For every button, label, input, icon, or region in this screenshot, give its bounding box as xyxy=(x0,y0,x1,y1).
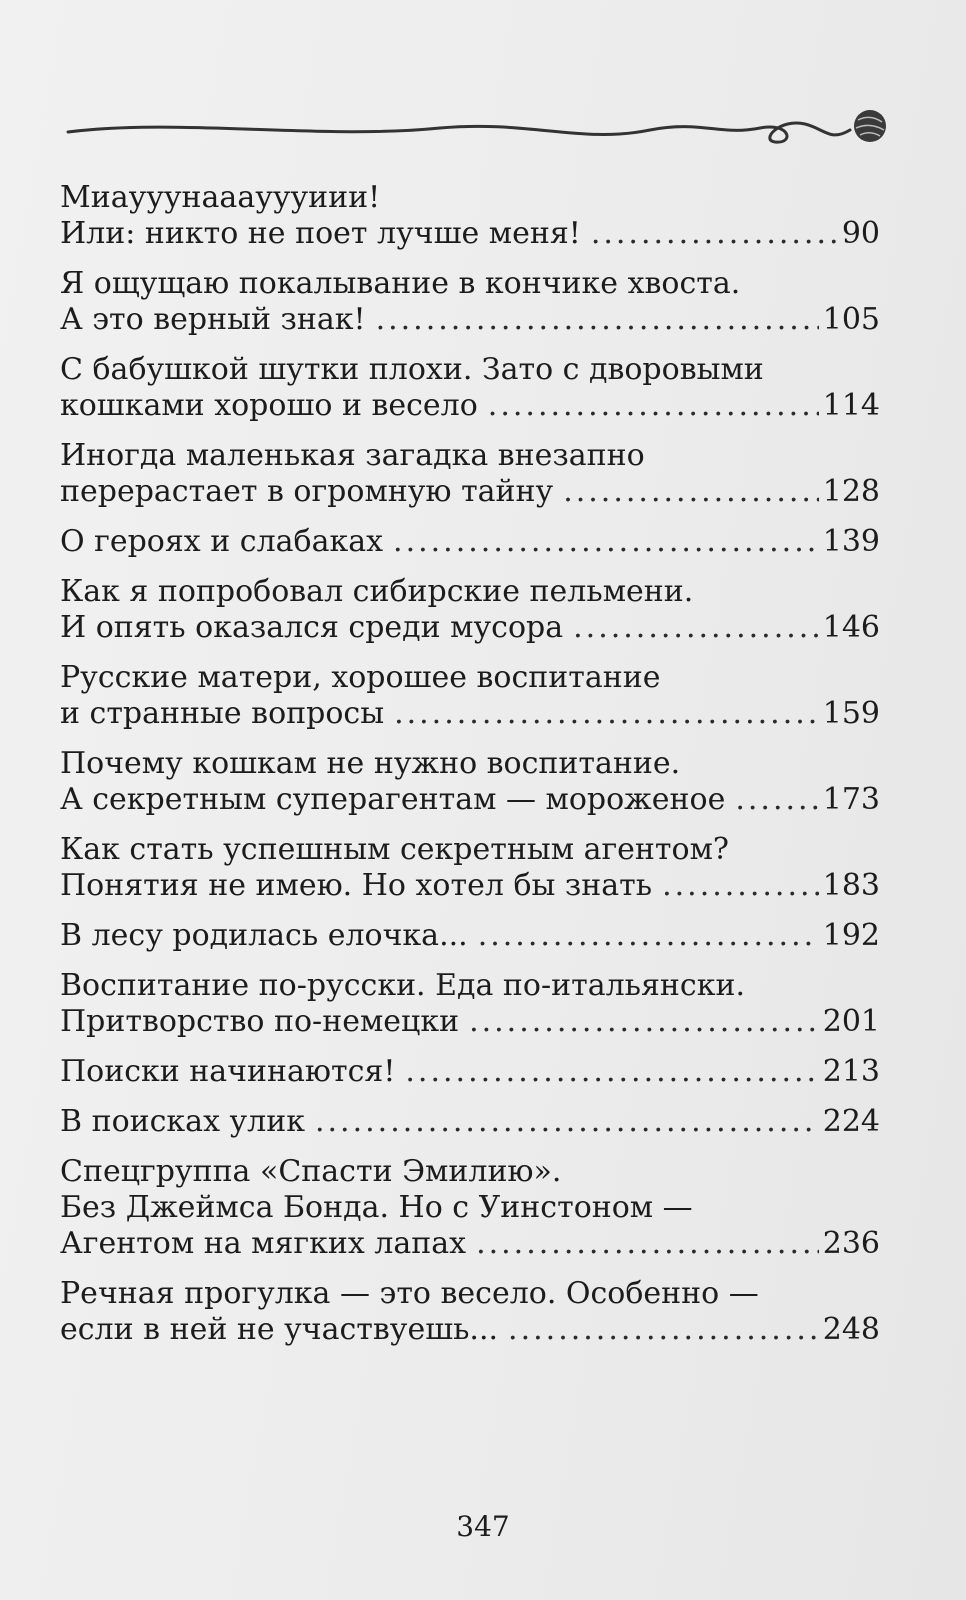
toc-entry-last-line xyxy=(60,524,880,560)
toc-entry-title-line: Речная прогулка — это весело. Особенно — xyxy=(60,1276,759,1311)
dot-leader xyxy=(488,388,819,424)
toc-entry-title-line: Спецгруппа «Спасти Эмилию». xyxy=(60,1154,562,1189)
toc-entry-title-line: С бабушкой шутки плохи. Зато с дворовыми xyxy=(60,352,764,387)
dot-leader xyxy=(508,1312,819,1348)
toc-entry-last-line xyxy=(60,1004,880,1040)
toc-entry-last-line xyxy=(60,474,880,510)
toc-entry xyxy=(60,266,880,338)
page-number: 347 xyxy=(456,1510,510,1543)
toc-entry-title-line: кошками хорошо и весело xyxy=(60,388,478,423)
toc-entry-last-line xyxy=(60,1226,880,1262)
toc-entry xyxy=(60,660,880,732)
toc-entry xyxy=(60,438,880,510)
dot-leader xyxy=(591,216,838,252)
dot-leader xyxy=(478,918,819,954)
toc-entry xyxy=(60,352,880,424)
dot-leader xyxy=(662,868,819,904)
dot-leader xyxy=(563,474,819,510)
toc-page-number: 236 xyxy=(822,1226,880,1261)
toc-entry-last-line xyxy=(60,1104,880,1140)
toc-entry-title-line: Понятия не имею. Но хотел бы знать xyxy=(60,868,653,903)
toc-entry-title-line: Миаууунааауууиии! xyxy=(60,180,381,215)
yarn-ball-icon xyxy=(60,100,900,160)
toc-entry-title-line: В поисках улик xyxy=(60,1104,305,1139)
toc-entry xyxy=(60,1276,880,1348)
toc-entry-title-line: Притворство по-немецки xyxy=(60,1004,460,1039)
toc-entry-last-line xyxy=(60,388,880,424)
toc-entry xyxy=(60,968,880,1040)
toc-entry-title-line: Воспитание по-русски. Еда по-итальянски. xyxy=(60,968,745,1003)
toc-entry-title-line: А это верный знак! xyxy=(60,302,366,337)
toc-entry-title-line: Иногда маленькая загадка внезапно xyxy=(60,438,645,473)
toc-entry-title-line: Русские матери, хорошее воспитание xyxy=(60,660,661,695)
toc-page-number: 90 xyxy=(841,216,880,251)
toc-entry-last-line xyxy=(60,1054,880,1090)
toc-page-number: 105 xyxy=(822,302,880,337)
toc-page-number: 128 xyxy=(822,474,880,509)
toc-entry-title-line: О героях и слабаках xyxy=(60,524,384,559)
toc-page-number: 224 xyxy=(822,1104,880,1139)
dot-leader xyxy=(394,696,819,732)
toc-entry xyxy=(60,1054,880,1090)
toc-page-number: 183 xyxy=(822,868,880,903)
toc-page-number: 213 xyxy=(822,1054,880,1089)
toc-entry-title-line: В лесу родилась елочка... xyxy=(60,918,468,953)
toc-entry-last-line xyxy=(60,696,880,732)
dot-leader xyxy=(735,782,818,818)
toc-entry-title-line: Я ощущаю покалывание в кончике хвоста. xyxy=(60,266,741,301)
toc-entry xyxy=(60,524,880,560)
toc-page-number: 159 xyxy=(822,696,880,731)
toc-page-number: 201 xyxy=(822,1004,880,1039)
toc-entry xyxy=(60,746,880,818)
toc-entry xyxy=(60,1154,880,1262)
toc-entry-title-line: А секретным суперагентам — мороженое xyxy=(60,782,726,817)
toc-entry xyxy=(60,574,880,646)
toc-page-number: 139 xyxy=(822,524,880,559)
toc-entry-title-line: Как я попробовал сибирские пельмени. xyxy=(60,574,694,609)
toc-entry xyxy=(60,832,880,904)
toc-entry xyxy=(60,180,880,252)
toc-page-number: 173 xyxy=(822,782,880,817)
toc-entry-title-line: Как стать успешным секретным агентом? xyxy=(60,832,730,867)
dot-leader xyxy=(393,524,819,560)
toc-page-number: 192 xyxy=(822,918,880,953)
toc-entry-last-line xyxy=(60,610,880,646)
dot-leader xyxy=(376,302,819,338)
toc-entry-last-line xyxy=(60,782,880,818)
toc-entry xyxy=(60,918,880,954)
toc-entry-last-line xyxy=(60,302,880,338)
toc-entry-title-line: И опять оказался среди мусора xyxy=(60,610,564,645)
toc-entry-last-line xyxy=(60,216,880,252)
dot-leader xyxy=(469,1004,819,1040)
toc-page-number: 114 xyxy=(822,388,880,423)
toc-entry-last-line xyxy=(60,1312,880,1348)
toc-entry-last-line xyxy=(60,918,880,954)
toc-entry-title-line: Или: никто не поет лучше меня! xyxy=(60,216,581,251)
dot-leader xyxy=(405,1054,818,1090)
dot-leader xyxy=(573,610,819,646)
toc-entry-title-line: Почему кошкам не нужно воспитание. xyxy=(60,746,681,781)
toc-entry-title-line: перерастает в огромную тайну xyxy=(60,474,554,509)
toc-entry-title-line: и странные вопросы xyxy=(60,696,385,731)
toc-page-number: 248 xyxy=(822,1312,880,1347)
toc-entry-title-line: если в ней не участвуешь... xyxy=(60,1312,499,1347)
toc-entry-title-line: Агентом на мягких лапах xyxy=(60,1226,467,1261)
dot-leader xyxy=(315,1104,819,1140)
toc-entry-last-line xyxy=(60,868,880,904)
toc-entry xyxy=(60,1104,880,1140)
toc-entry-title-line: Без Джеймса Бонда. Но с Уинстоном — xyxy=(60,1190,693,1225)
dot-leader xyxy=(476,1226,819,1262)
toc-entry-title-line: Поиски начинаются! xyxy=(60,1054,396,1089)
toc-page-number: 146 xyxy=(822,610,880,645)
table-of-contents xyxy=(60,180,880,1362)
